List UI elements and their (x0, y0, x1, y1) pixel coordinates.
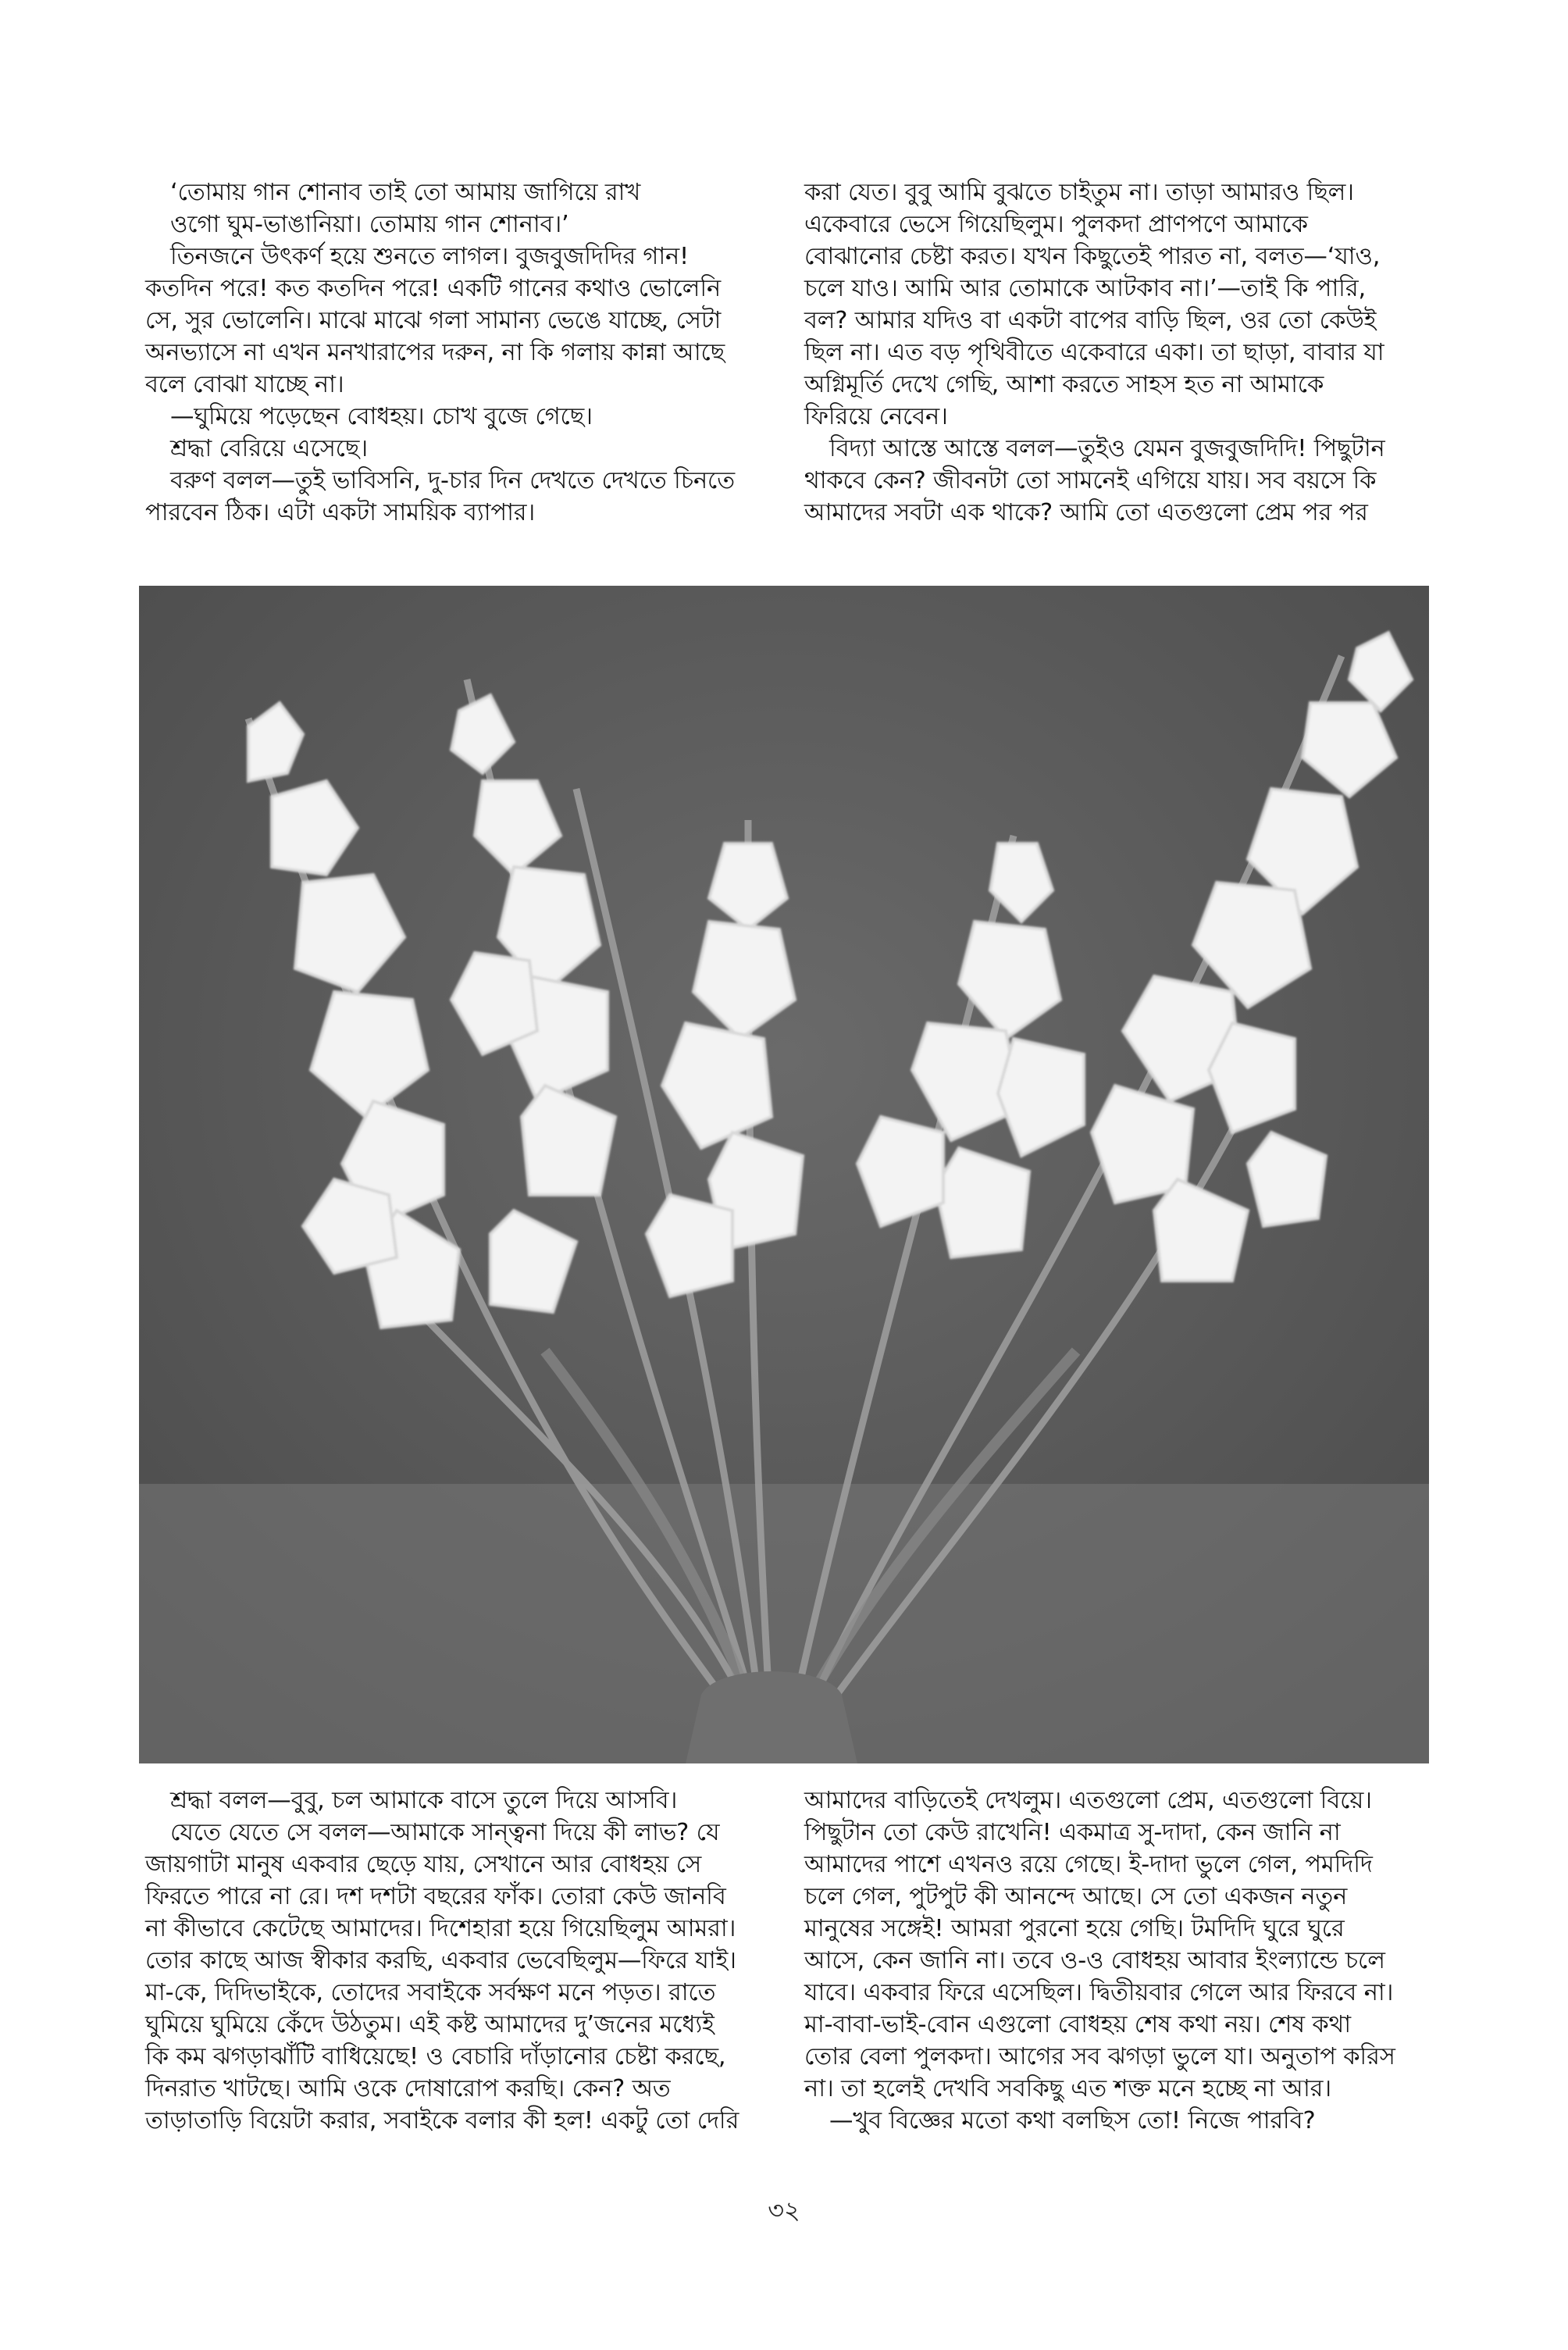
vase (686, 1671, 857, 1763)
text-line: ফিরতে পারে না রে। দশ দশটা বছরের ফাঁক। তোরা কেউ জানবি (145, 1883, 726, 1910)
gladiolus-painting-illustration (139, 586, 1429, 1763)
text-line: ‘তোমায় গান শোনাব তাই তো আমায় জাগিয়ে রাখ (170, 179, 641, 206)
text-line: তোর বেলা পুলকদা। আগের সব ঝগড়া ভুলে যা। অনুতাপ করিস (804, 2043, 1395, 2070)
text-line: তোর কাছে আজ স্বীকার করছি, একবার ভেবেছিলুম—ফিরে যাই। (145, 1947, 736, 1974)
text-line: শ্রদ্ধা বলল—বুবু, চল আমাকে বাসে তুলে দিয়ে আসবি। (170, 1787, 678, 1814)
text-line: পিছুটান তো কেউ রাখেনি! একমাত্র সু-দাদা, কেন জানি না (804, 1819, 1341, 1846)
text-line: আমাদের পাশে এখনও রয়ে গেছে। ই-দাদা ভুলে গেল, পমদিদি (804, 1851, 1373, 1878)
flower-vase-image (139, 586, 1429, 1763)
text-line: —ঘুমিয়ে পড়েছেন বোধহয়। চোখ বুজে গেছে। (170, 403, 593, 430)
column-bottom-left (145, 1785, 770, 2137)
text-line: মানুষের সঙ্গেই! আমরা পুরনো হয়ে গেছি। টমদিদি ঘুরে ঘুরে (804, 1915, 1345, 1942)
text-line: চলে যাও। আমি আর তোমাকে আটকাব না।’—তাই কি পারি, (804, 275, 1366, 302)
text-line: বিদ্যা আস্তে আস্তে বলল—তুইও যেমন বুজবুজদিদি! পিছুটান (829, 435, 1385, 462)
text-line: বল? আমার যদিও বা একটা বাপের বাড়ি ছিল, ওর তো কেউই (804, 307, 1377, 334)
text-line: আসে, কেন জানি না। তবে ও-ও বোধহয় আবার ইংল্যান্ডে চলে (804, 1947, 1385, 1974)
text-line: ফিরিয়ে নেবেন। (804, 403, 948, 430)
text-line: বলে বোঝা যাচ্ছে না। (145, 371, 344, 398)
text-line: ওগো ঘুম-ভাঙানিয়া। তোমায় গান শোনাব।’ (170, 211, 569, 238)
text-line: কতদিন পরে! কত কতদিন পরে! একটি গানের কথাও ভোলেনি (145, 275, 722, 302)
text-line: যেতে যেতে সে বলল—আমাকে সান্ত্বনা দিয়ে কী লাভ? যে (170, 1819, 720, 1846)
text-line: মা-কে, দিদিভাইকে, তোদের সবাইকে সর্বক্ষণ মনে পড়ত। রাতে (145, 1979, 716, 2006)
column-bottom-right (804, 1785, 1429, 2137)
text-line: তিনজনে উৎকর্ণ হয়ে শুনতে লাগল। বুজবুজদিদির গান! (170, 243, 690, 270)
text-line: থাকবে কেন? জীবনটা তো সামনেই এগিয়ে যায়। সব বয়সে কি (804, 467, 1377, 494)
column-top-left (145, 177, 770, 529)
text-line: যাবে। একবার ফিরে এসেছিল। দ্বিতীয়বার গেলে আর ফিরবে না। (804, 1979, 1394, 2006)
text-line: শ্রদ্ধা বেরিয়ে এসেছে। (170, 435, 368, 462)
text-line: মা-বাবা-ভাই-বোন এগুলো বোধহয় শেষ কথা নয়। শেষ কথা (804, 2011, 1351, 2038)
text-line: বোঝানোর চেষ্টা করত। যখন কিছুতেই পারত না, বলত—‘যাও, (804, 243, 1381, 270)
text-line: আমাদের বাড়িতেই দেখলুম। এতগুলো প্রেম, এতগুলো বিয়ে। (804, 1787, 1372, 1814)
column-top-right (804, 177, 1429, 529)
text-line: আমাদের সবটা এক থাকে? আমি তো এতগুলো প্রেম পর পর (804, 499, 1368, 526)
text-line: করা যেত। বুবু আমি বুঝতে চাইতুম না। তাড়া আমারও ছিল। (804, 179, 1354, 206)
text-line: অগ্নিমূর্তি দেখে গেছি, আশা করতে সাহস হত না আমাকে (804, 371, 1324, 398)
text-line: না। তা হলেই দেখবি সবকিছু এত শক্ত মনে হচ্ছে না আর। (804, 2075, 1331, 2102)
text-line: ছিল না। এত বড় পৃথিবীতে একেবারে একা। তা ছাড়া, বাবার যা (804, 339, 1384, 366)
text-line: কি কম ঝগড়াঝাঁটি বাধিয়েছে! ও বেচারি দাঁড়ানোর চেষ্টা করছে, (145, 2043, 726, 2070)
text-line: তাড়াতাড়ি বিয়েটা করার, সবাইকে বলার কী হল! একটু তো দেরি (145, 2107, 739, 2134)
text-line: না কীভাবে কেটেছে আমাদের। দিশেহারা হয়ে গিয়েছিলুম আমরা। (145, 1915, 736, 1942)
text-line: সে, সুর ভোলেনি। মাঝে মাঝে গলা সামান্য ভেঙে যাচ্ছে, সেটা (145, 307, 722, 334)
text-line: একেবারে ভেসে গিয়েছিলুম। পুলকদা প্রাণপণে আমাকে (804, 211, 1308, 238)
text-line: বরুণ বলল—তুই ভাবিসনি, দু-চার দিন দেখতে দেখতে চিনতে (170, 467, 735, 494)
text-line: ঘুমিয়ে ঘুমিয়ে কেঁদে উঠতুম। এই কষ্ট আমাদের দু’জনের মধ্যেই (145, 2011, 715, 2038)
text-line: দিনরাত খাটছে। আমি ওকে দোষারোপ করছি। কেন? অত (145, 2075, 671, 2102)
text-line: জায়গাটা মানুষ একবার ছেড়ে যায়, সেখানে আর বোধহয় সে (145, 1851, 702, 1878)
text-line: চলে গেল, পুটপুট কী আনন্দে আছে। সে তো একজন নতুন (804, 1883, 1348, 1910)
text-line: —খুব বিজ্ঞের মতো কথা বলছিস তো! নিজে পারবি? (829, 2107, 1316, 2134)
text-line: পারবেন ঠিক। এটা একটা সাময়িক ব্যাপার। (145, 499, 536, 526)
page-number: ৩২ (768, 2195, 800, 2225)
text-line: অনভ্যাসে না এখন মনখারাপের দরুন, না কি গলায় কান্না আছে (145, 339, 725, 366)
